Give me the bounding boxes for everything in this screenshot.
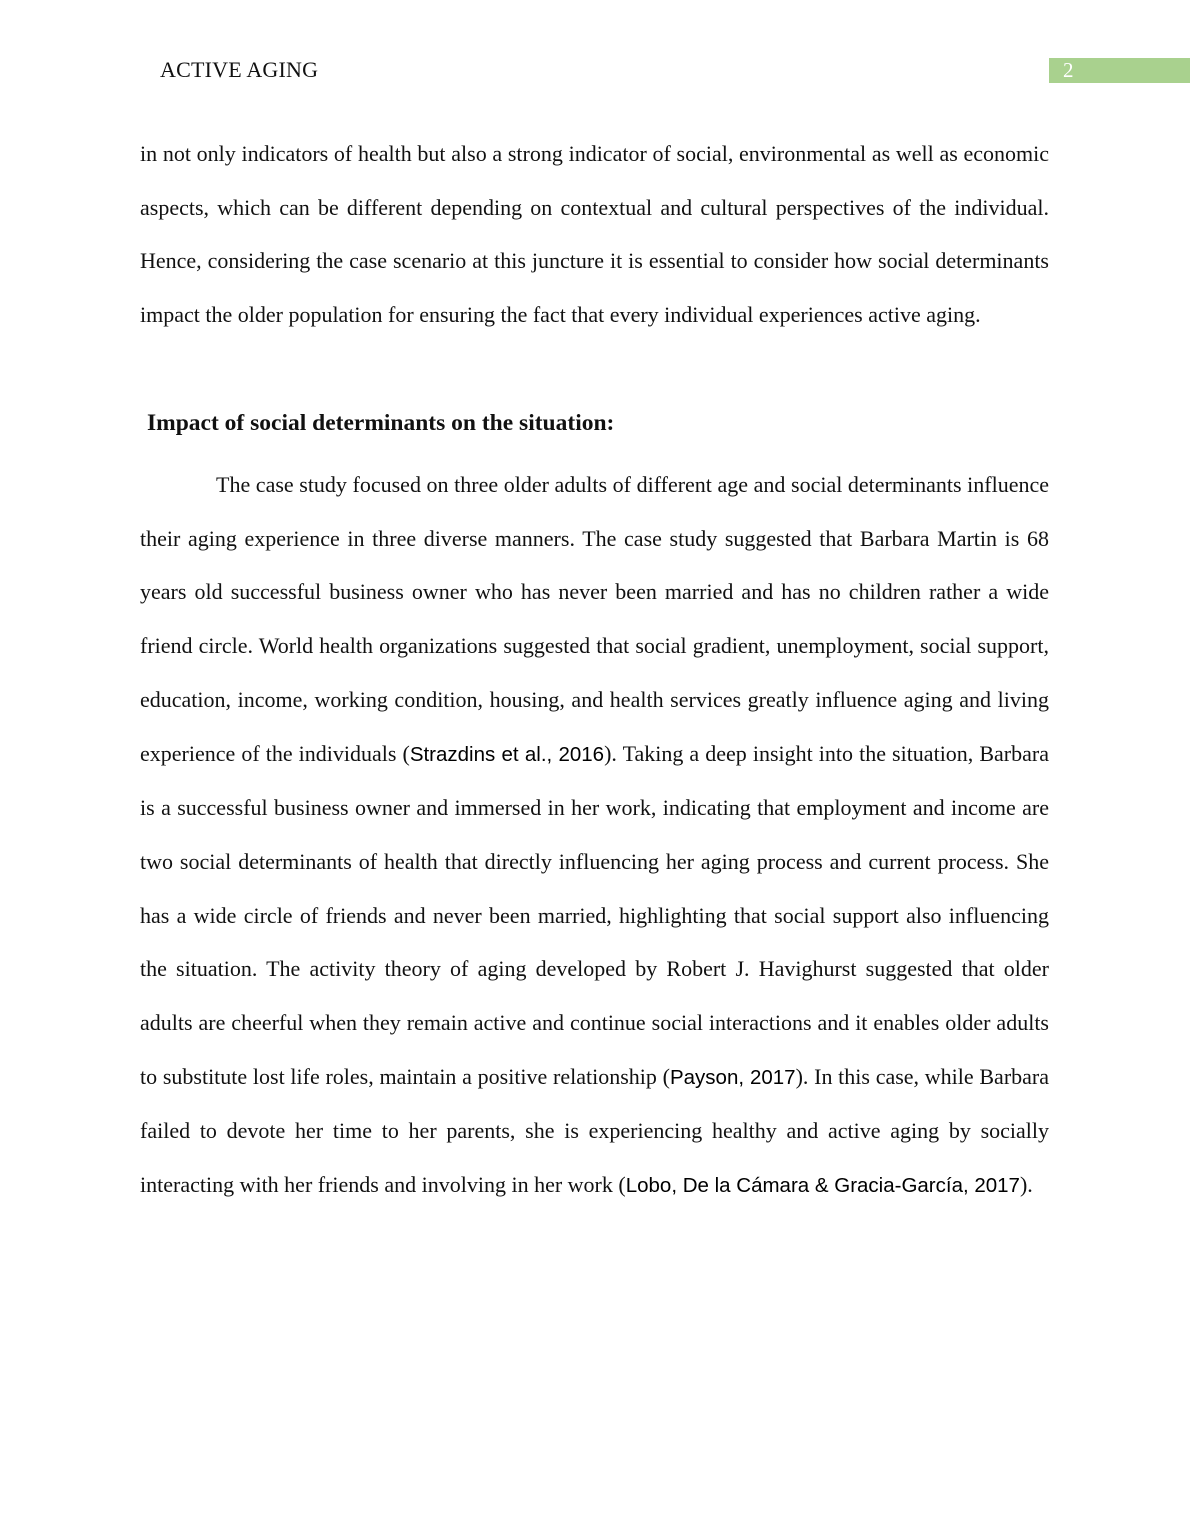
section-heading: Impact of social determinants on the situation: bbox=[147, 410, 615, 436]
paragraph-continued: in not only indicators of health but also a strong indicator of social, environmental as well as economic aspects, which can be different depending on contextual and cultural perspectives of the individual. Hence, considering the case scenario at this juncture it is essential to consider how social determinants impact the older population for ensuring the fact that every individual experiences active aging. bbox=[140, 141, 1049, 328]
paragraph-text: The case study focused on three older adults of different age and social determinants influence their aging experience in three diverse manners. The case study suggested that Barbara Martin is 68 years old successful business owner who has never been married and has no children rather a wide friend circle. World health organizations suggested that social gradient, unemployment, social support, education, income, working condition, housing, and health services greatly influence aging and living experience of the individuals ( bbox=[140, 472, 1049, 766]
running-head: ACTIVE AGING bbox=[160, 57, 319, 82]
paragraph-impact bbox=[140, 458, 1049, 1213]
page-number: 2 bbox=[1063, 58, 1074, 82]
paragraph-text: ). Taking a deep insight into the situation, Barbara is a successful business owner and immersed in her work, indicating that employment and income are two social determinants of health that directly influencing her aging process and current process. She has a wide circle of friends and never been married, highlighting that social support also influencing the situation. The activity theory of aging developed by Robert J. Havighurst suggested that older adults are cheerful when they remain active and continue social interactions and it enables older adults to substitute lost life roles, maintain a positive relationship ( bbox=[140, 740, 1049, 1089]
citation-lobo: Lobo, De la Cámara & Gracia-García, 2017 bbox=[625, 1174, 1020, 1198]
citation-strazdins: Strazdins et al., 2016 bbox=[409, 742, 605, 766]
paragraph-text: ). bbox=[1019, 1172, 1033, 1198]
paragraph-text: ). In this case, while Barbara failed to devote her time to her parents, she is experiencing healthy and active aging by socially interacting with her friends and involving in her work ( bbox=[140, 1063, 1050, 1198]
page-number-box bbox=[1049, 58, 1190, 83]
citation-payson: Payson, 2017 bbox=[669, 1065, 796, 1089]
